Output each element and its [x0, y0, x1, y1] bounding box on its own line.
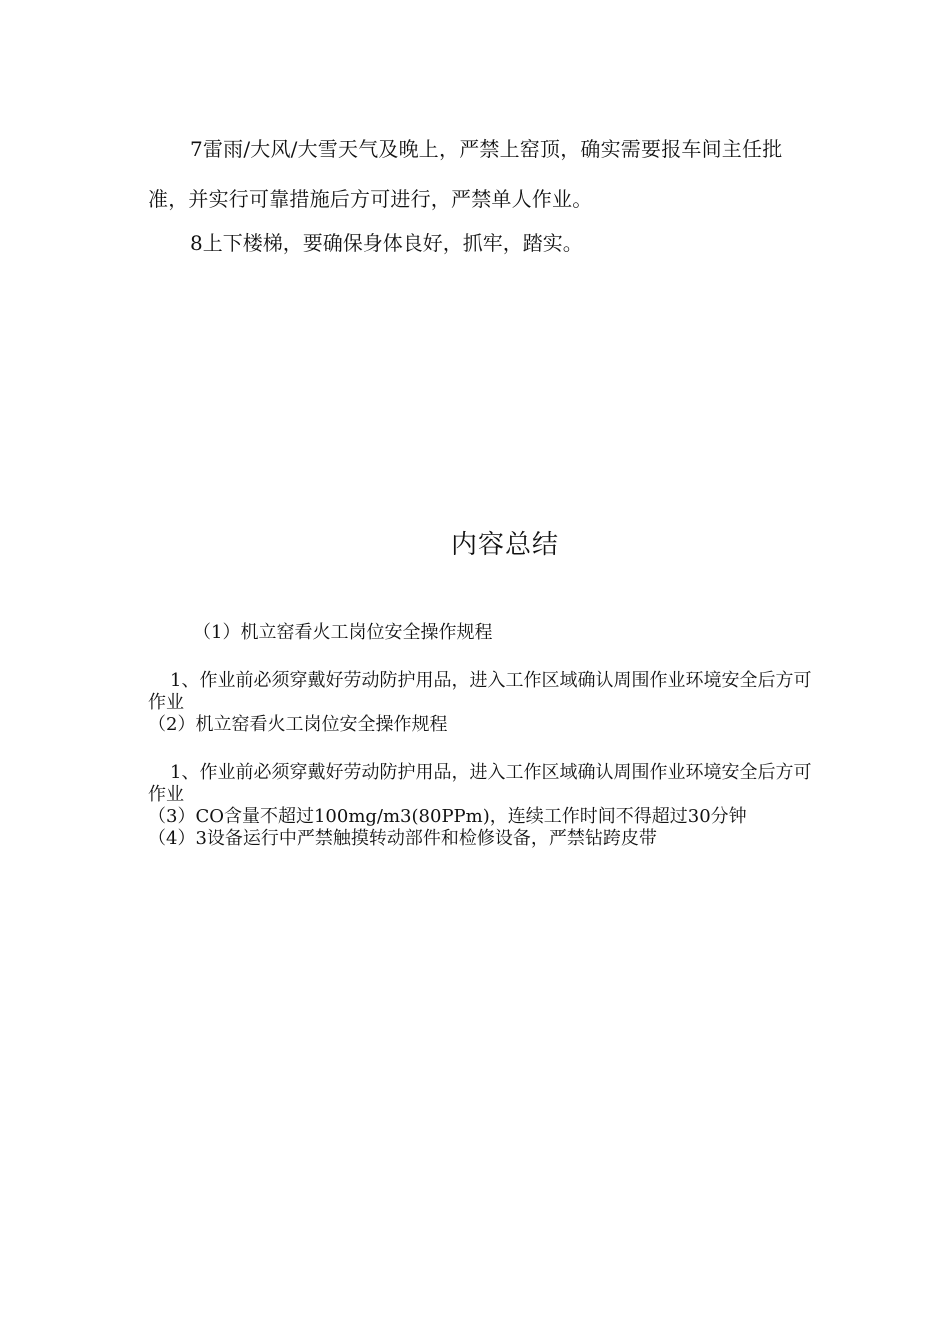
summary-item-1-heading: （1）机立窑看火工岗位安全操作规程: [193, 622, 493, 643]
paragraph-8-stairs-rule: 8上下楼梯，要确保身体良好，抓牢，踏实。: [190, 231, 583, 255]
summary-item-2-heading: （2）机立窑看火工岗位安全操作规程: [148, 714, 448, 735]
summary-item-1-body: 1、作业前必须穿戴好劳动防护用品，进入工作区域确认周围作业环境安全后方可作业: [148, 670, 812, 713]
summary-item-4: （4）3设备运行中严禁触摸转动部件和检修设备，严禁钻跨皮带: [148, 828, 657, 849]
summary-item-3: （3）CO含量不超过100mg/m3(80PPm)，连续工作时间不得超过30分钟: [148, 806, 747, 827]
summary-item-2-body: 1、作业前必须穿戴好劳动防护用品，进入工作区域确认周围作业环境安全后方可作业: [148, 762, 812, 805]
paragraph-7-weather-rule: 7雷雨/大风/大雪天气及晚上，严禁上窑顶，确实需要报车间主任批准，并实行可靠措施后方可进行，严禁单人作业。: [148, 137, 783, 211]
summary-section: [148, 622, 813, 850]
summary-title: 内容总结: [450, 530, 559, 560]
